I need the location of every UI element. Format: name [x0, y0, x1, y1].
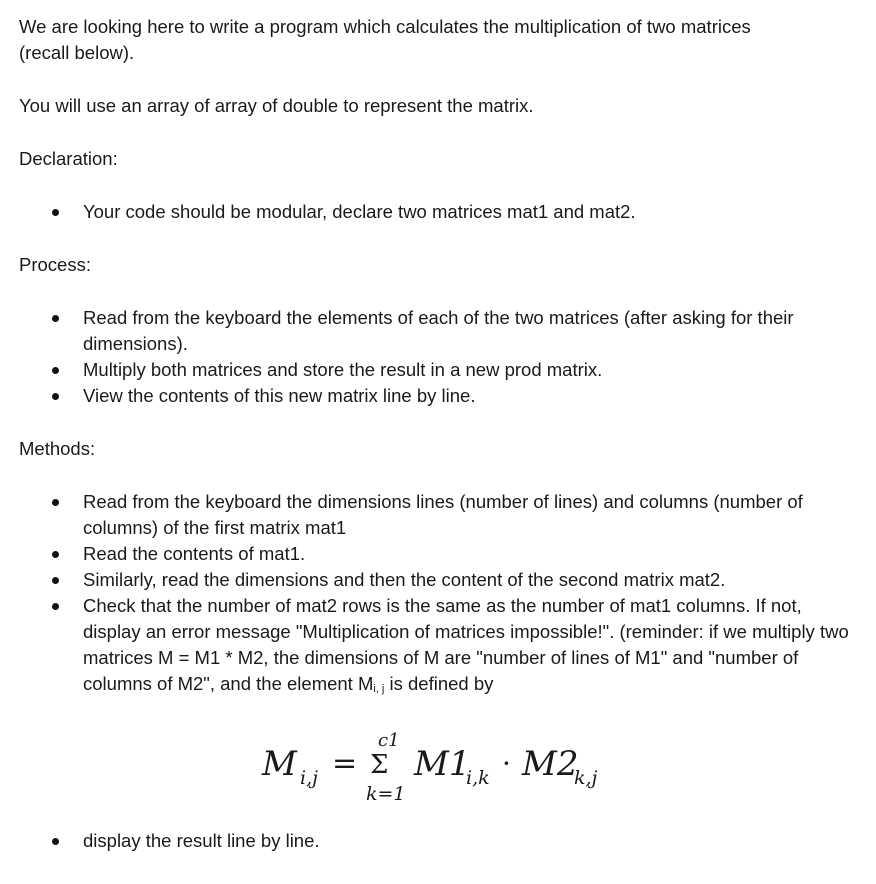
bullet-icon — [52, 603, 59, 610]
formula-term1: M1 — [414, 744, 471, 784]
bullet-icon — [52, 393, 59, 400]
formula-sum-upper: c1 — [378, 730, 400, 751]
list-item — [19, 489, 859, 541]
formula-dot: · — [502, 747, 511, 780]
formula-term2: M2 — [522, 744, 579, 784]
declaration-list — [19, 199, 859, 225]
process-item-text: Multiply both matrices and store the result in a new prod matrix. — [83, 359, 603, 380]
check-item-text: Check that the number of mat2 rows is the same as the number of mat1 columns. If not, display an error message "Multiplication of matrices impossible!". (reminder: if we multiply two matrices M = M1 * M2, the dimensions of M are "number of lines of M1" and "number of columns of M2", and the element M — [83, 595, 849, 694]
declaration-heading: Declaration: — [19, 148, 118, 169]
formula-lhs: M — [262, 744, 297, 784]
check-item-text-after: is defined by — [384, 673, 494, 694]
sum-formula — [258, 726, 638, 806]
bullet-icon — [52, 367, 59, 374]
formula-term1-subscript: i,k — [466, 767, 490, 789]
bullet-icon — [52, 315, 59, 322]
bullet-icon — [52, 499, 59, 506]
process-heading: Process: — [19, 254, 91, 275]
process-list — [19, 305, 859, 409]
list-item — [19, 199, 859, 225]
list-item — [19, 593, 859, 697]
methods-list — [19, 489, 859, 697]
formula-equals: = — [332, 746, 358, 781]
formula-sum-symbol: Σ — [370, 750, 389, 780]
final-list — [19, 828, 859, 854]
formula-lhs-subscript: i,j — [300, 767, 319, 789]
list-item — [19, 828, 859, 854]
process-item-text: Read from the keyboard the elements of each of the two matrices (after asking for their dimensions). — [83, 307, 794, 354]
bullet-icon — [52, 209, 59, 216]
list-item — [19, 383, 859, 409]
list-item — [19, 541, 859, 567]
formula-sum-lower: k=1 — [366, 783, 406, 805]
bullet-icon — [52, 838, 59, 845]
list-item — [19, 305, 859, 357]
list-item — [19, 357, 859, 383]
bullet-icon — [52, 551, 59, 558]
array-note: You will use an array of array of double to represent the matrix. — [19, 95, 534, 116]
intro-line-2: (recall below). — [19, 42, 135, 63]
intro-line-1: We are looking here to write a program which calculates the multiplication of two matrices — [19, 16, 751, 37]
bullet-icon — [52, 577, 59, 584]
methods-item-text: Read the contents of mat1. — [83, 543, 306, 564]
process-item-text: View the contents of this new matrix line by line. — [83, 385, 476, 406]
list-item — [19, 567, 859, 593]
declaration-item-text: Your code should be modular, declare two matrices mat1 and mat2. — [83, 201, 636, 222]
formula-svg — [258, 726, 638, 806]
formula-term2-subscript: k,j — [574, 767, 598, 789]
final-item-text: display the result line by line. — [83, 830, 320, 851]
methods-heading: Methods: — [19, 438, 96, 459]
methods-item-text: Similarly, read the dimensions and then the content of the second matrix mat2. — [83, 569, 726, 590]
check-item-subscript: i, j — [373, 683, 385, 695]
methods-item-text: Read from the keyboard the dimensions lines (number of lines) and columns (number of columns) of the first matrix mat1 — [83, 491, 803, 538]
